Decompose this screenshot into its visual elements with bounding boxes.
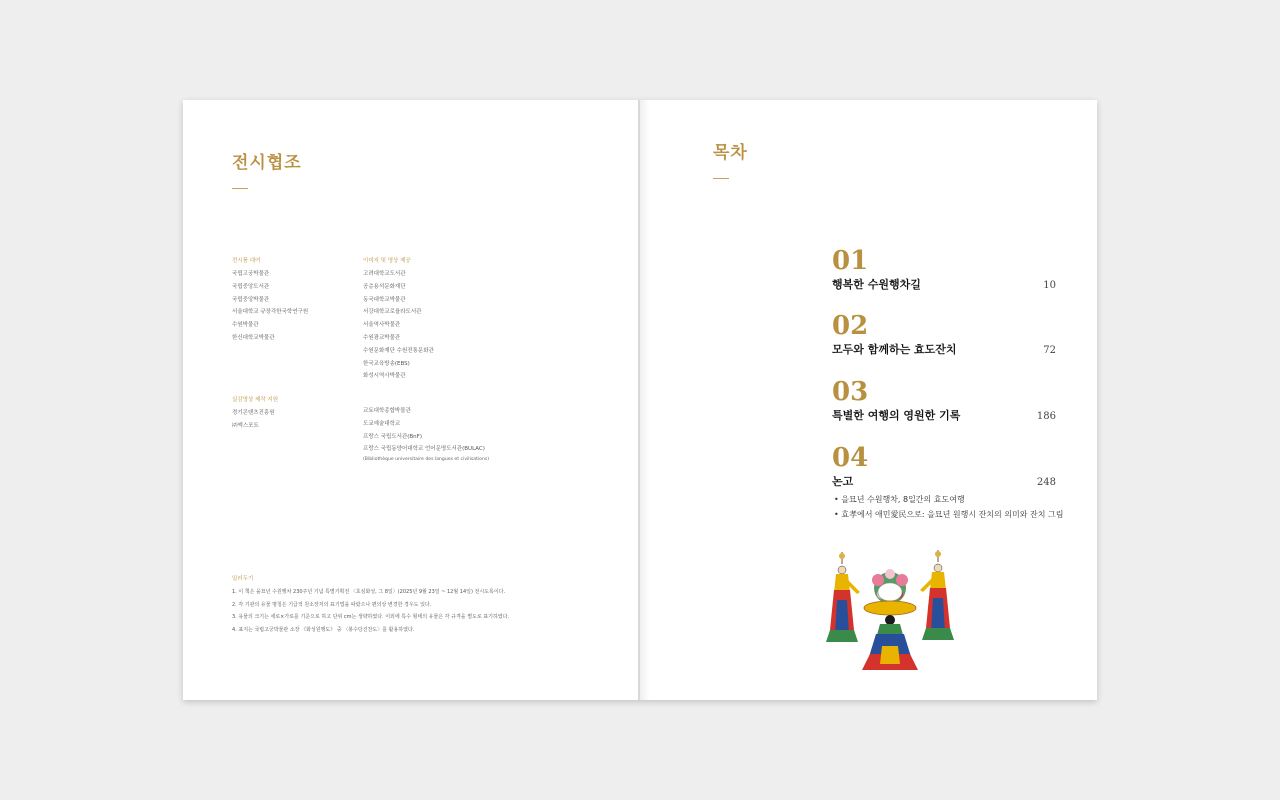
list-item: 국립중앙박물관 xyxy=(232,296,270,303)
list-item: 도쿄예술대학교 xyxy=(363,420,401,427)
toc-number: 01 xyxy=(832,246,869,276)
images-section xyxy=(363,256,434,383)
list-item: 국립고궁박물관 xyxy=(232,271,270,277)
toc-entry-title: 행복한 수원행차길 xyxy=(832,278,921,291)
list-item: 수원문화재단 수원전통문화관 xyxy=(363,347,434,354)
center-dancer xyxy=(862,615,918,670)
list-item: 수원광교박물관 xyxy=(363,334,401,341)
toc-entry-title: 특별한 여행의 영원한 기록 xyxy=(832,409,961,422)
book-spread xyxy=(183,100,1097,700)
list-item: 서울역사박물관 xyxy=(363,322,401,329)
notes-heading: 일러두기 xyxy=(232,576,254,582)
list-item: 국립중앙도서관 xyxy=(232,283,270,290)
toc-page-number: 10 xyxy=(1043,280,1056,291)
toc-page-number: 72 xyxy=(1043,345,1056,356)
title-rule xyxy=(232,188,248,189)
toc-page-number: 248 xyxy=(1036,477,1056,488)
gutter-shadow xyxy=(640,100,650,700)
list-item: 수원박물관 xyxy=(232,322,259,329)
list-item-subtitle: (Bibliothèque universitaire des langues et civilisations) xyxy=(363,457,490,463)
toc-entry-title: 논고 xyxy=(832,475,854,488)
toc-entry[interactable] xyxy=(832,313,1056,357)
list-item: 서강대학교로욜라도서관 xyxy=(363,309,422,316)
list-item: 동국대학교박물관 xyxy=(363,296,406,303)
loans-section xyxy=(232,256,308,345)
list-item: 교토대학종합박물관 xyxy=(363,408,411,414)
toc-number: 02 xyxy=(832,311,869,341)
toc-number: 04 xyxy=(832,443,869,473)
video-heading: 실감영상 제작 지원 xyxy=(232,397,279,403)
notes-section xyxy=(232,574,509,636)
note-item: 1. 이 책은 을묘년 수원행차 230주년 기념 특별기획전 〈효심화성, 그 8일〉(2025년 9월 23일 ~ 12월 14일) 전시도록이다. xyxy=(232,589,506,595)
flower-basket xyxy=(864,569,916,615)
list-item: 경기콘텐츠진흥원 xyxy=(232,410,275,416)
title-rule xyxy=(713,178,729,179)
list-item: 서울대학교 규장각한국학연구원 xyxy=(232,309,309,316)
loans-heading: 전시품 대여 xyxy=(232,258,261,264)
toc-subitem: • 을묘년 수원행차, 8일간의 효도여행 xyxy=(834,495,965,504)
list-item: 프랑스 국립도서관(BnF) xyxy=(363,433,422,440)
toc-page-number: 186 xyxy=(1036,411,1056,422)
list-item: 고려대학교도서관 xyxy=(363,271,406,277)
list-item: ㈜엑스포트 xyxy=(232,422,259,429)
toc-number: 03 xyxy=(832,377,869,407)
toc-entry[interactable] xyxy=(832,248,1056,292)
images-heading: 이미지 및 영상 제공 xyxy=(363,258,411,264)
note-item: 4. 표지는 국립고궁박물관 소장 《화성원행도》 중 〈봉수당진찬도〉를 활용하였다. xyxy=(232,626,415,633)
list-item: 프랑스 국립동양어대학교 언어문명도서관(BULAC) xyxy=(363,446,485,453)
toc-entry[interactable] xyxy=(832,443,1064,522)
page-title: 전시협조 xyxy=(232,153,302,173)
toc-entry-title: 모두와 함께하는 효도잔치 xyxy=(832,343,957,356)
right-page xyxy=(640,100,1097,700)
dancers-illustration-icon xyxy=(820,550,960,675)
toc-entry[interactable] xyxy=(832,379,1056,423)
toc-subitem: • 효孝에서 애민愛民으로: 을묘년 원행시 잔치의 의미와 잔치 그림 xyxy=(834,510,1064,519)
note-item: 3. 유물의 크기는 세로×가로를 기준으로 하고 단위 cm는 생략하였다. 이외에 특수 형태의 유물은 각 규격을 별도로 표기하였다. xyxy=(232,614,510,620)
toc-title: 목차 xyxy=(713,143,748,163)
left-dancer xyxy=(826,552,860,642)
video-section xyxy=(232,395,278,433)
list-item: 한신대학교박물관 xyxy=(232,334,275,341)
left-page xyxy=(183,100,638,700)
list-item: 한국교육방송(EBS) xyxy=(363,360,410,367)
list-item: 화성시역사박물관 xyxy=(363,373,406,380)
right-dancer xyxy=(920,550,954,640)
list-item: 공층용석문화재단 xyxy=(363,283,406,290)
images-section-cont xyxy=(363,405,489,463)
note-item: 2. 각 기관의 유물 명칭은 기급적 원소장처의 표기법을 따랐으나 편의상 변경한 경우도 있다. xyxy=(232,601,432,608)
